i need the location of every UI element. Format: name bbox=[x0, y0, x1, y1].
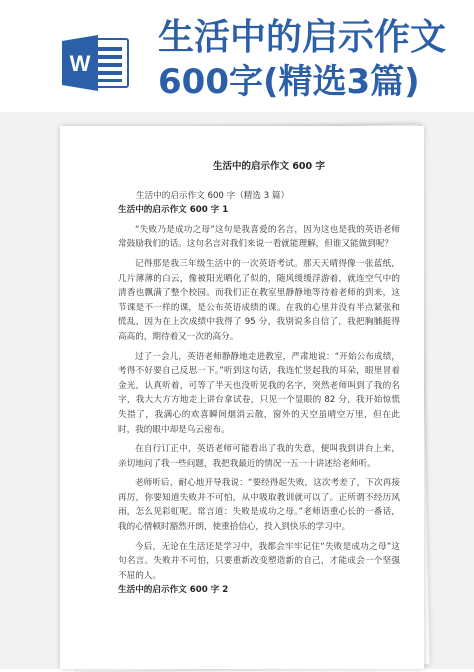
document-title: 生活中的启示作文 600 字 bbox=[213, 161, 325, 172]
banner-title-line2: 600字(精选3篇) bbox=[158, 62, 420, 102]
banner-title bbox=[158, 16, 446, 104]
document-body bbox=[118, 160, 400, 598]
paragraph: 今后，无论在生活还是学习中，我都会牢牢记住“失败是成功之母”这句名言。失败并不可怕，只要重新改变塑造新的自己，才能成会一个坚强不屈的人。 bbox=[118, 541, 400, 581]
section-heading-2: 生活中的启示作文 600 字 2 bbox=[118, 585, 229, 596]
word-document-icon bbox=[62, 33, 132, 93]
paragraph: 记得那是我三年级生活中的一次英语考试。那天天晴得像一张蓝纸，几片薄薄的白云，像被阳光晒化了似的，随风缓缓浮游着，就连空气中的清香也飘满了整个校园。而我们正在教室里静静地等待着老师的到来，这节课是不一样的课，是公布英语成绩的课。在我的心里并没有半点紧张和慌乱，因为在上次成绩中我得了 95 分，我别说多自信了，我把胸脯挺得高高的，期待着又一次的高分。 bbox=[118, 258, 400, 342]
paragraph: 在自行订正中，英语老师可能看出了我的失意，便叫我到讲台上来，亲切地问了我一些问题，我把我最近的情况一五一十讲述给老师听。 bbox=[118, 444, 400, 469]
paragraph: 老师听后，耐心地开导我说：“要经得起失败，这次考差了，下次再接再厉，你要知道失败并不可怕，从中吸取教训就可以了。正所谓不经历风雨，怎么见彩虹呢。常言道：失败是成功之母。”老师语重心长的一番话，我的心情顿时豁然开朗，使重拾信心，投入到快乐的学习中。 bbox=[118, 478, 400, 533]
document-subtitle: 生活中的启示作文 600 字（精选 3 篇） bbox=[136, 190, 290, 201]
section-heading-1: 生活中的启示作文 600 字 1 bbox=[118, 205, 229, 216]
banner-title-line1: 生活中的启示作文 bbox=[158, 17, 447, 58]
paragraph: 过了一会儿，英语老师静静地走进教室，严肃地说：“开始公布成绩，考得不好要自己反思一下。”听到这句话，我连忙竖起我的耳朵，眼里冒着金光，认真听着，可等了半天也没听见我的名字，突然老师叫到了我的名字，我大大方方地走上讲台拿试卷，只见一个显眼的 82 分，我开始惊慌失措了，我满心的欢喜瞬间烟消云散，窗外的天空虽晴空万里，但在此时，我的眼中却是乌云密布。 bbox=[118, 351, 400, 435]
word-logo-letter: W bbox=[69, 51, 91, 76]
banner bbox=[0, 0, 474, 112]
paragraph: “失败乃是成功之母”这句是我喜爱的名言，因为这也是我的英语老师常鼓励我们的话。这句名言对我们来说一看就能理解，但谁又能做到呢？ bbox=[118, 224, 400, 250]
